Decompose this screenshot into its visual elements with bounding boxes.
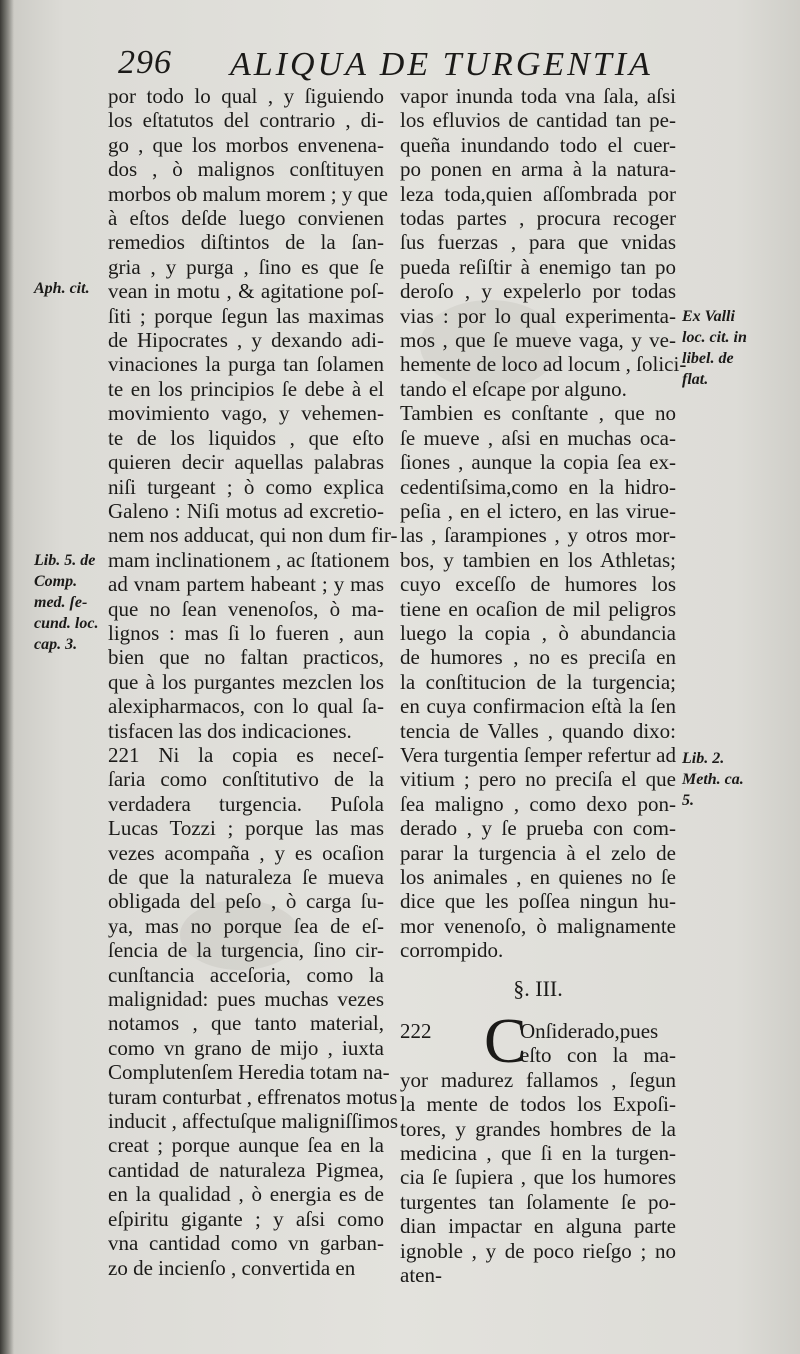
text-line: la mente de todos los Expoſi- — [400, 1092, 676, 1117]
paragraph-first-line-text: Onſiderado,pues — [520, 1019, 659, 1044]
text-line: derado , y ſe prueba con com- — [400, 816, 676, 841]
text-line: creat ; porque aunque ſea en la — [108, 1133, 384, 1158]
text-line: cia ſe ſupiera , que los humores — [400, 1165, 676, 1190]
text-line: yor madurez fallamos , ſegun — [400, 1067, 676, 1092]
text-line: tiene en ocaſion de mil peligros — [400, 596, 676, 621]
text-line: queña inundando todo el cuer- — [400, 132, 676, 157]
text-line: niſi turgeant ; ò como explica — [108, 474, 384, 499]
text-line: pueda reſiſtir à enemigo tan po — [400, 254, 676, 279]
text-line: eſpiritu gigante ; y aſsi como — [108, 1206, 384, 1231]
text-line: medicina , que ſi en la turgen- — [400, 1141, 676, 1166]
text-line: vezes acompaña , y es ocaſion — [108, 840, 384, 865]
margin-note-valli: Ex Valli loc. cit. in libel. de flat. — [682, 308, 747, 388]
text-line: obligada del peſo , ò carga ſu- — [108, 889, 384, 914]
text-line: los eſtatutos del contrario , di- — [108, 108, 384, 133]
margin-note-aph: Aph. cit. — [34, 280, 90, 297]
text-line: ſiones , aunque la copia ſea ex- — [400, 450, 676, 475]
text-line: te en los principios ſe debe à el — [108, 376, 384, 401]
text-line: ad vnam partem habeant ; y mas — [108, 572, 384, 597]
page-number: 296 — [118, 44, 172, 81]
text-line: Vera turgentia ſemper refertur ad — [400, 742, 676, 767]
drop-cap-letter: C — [484, 1005, 527, 1077]
text-line: cantidad de naturaleza Pigmea, — [108, 1157, 384, 1182]
text-line: vean in motu , & agitatione poſ- — [108, 279, 384, 304]
text-line: alexipharmacos, con lo qual ſa- — [108, 694, 384, 719]
text-line: 221 Ni la copia es neceſ- — [108, 742, 384, 767]
text-line: de humores , no es preciſa en — [400, 645, 676, 670]
text-line: po ponen en arma à la natura- — [400, 157, 676, 182]
text-line: ſiti ; porque ſegun las maximas — [108, 303, 384, 328]
text-line: Complutenſem Heredia totam na- — [108, 1060, 390, 1085]
text-line: dian impactar en alguna parte — [400, 1214, 676, 1239]
text-line: cunſtancia acceſoria, como la — [108, 962, 384, 987]
text-line: hemente de loco ad locum , ſolici- — [400, 352, 687, 377]
binding-shadow — [0, 0, 14, 1354]
text-line: verdadera turgencia. Puſola — [108, 791, 384, 816]
text-line: remedios diſtintos de la ſan- — [108, 230, 384, 255]
text-line: malignidad: pues muchas vezes — [108, 987, 384, 1012]
running-title: ALIQUA DE TURGENTIA — [230, 46, 653, 83]
right-text-column — [400, 84, 687, 1288]
text-line: à eſtos deſde luego convienen — [108, 206, 384, 231]
text-line: mor venenoſo, ò malignamente — [400, 913, 676, 938]
paragraph-number: 222 — [400, 1019, 432, 1044]
text-line: ignoble , y de poco rieſgo ; no — [400, 1238, 676, 1263]
text-line: las , ſarampiones , y otros mor- — [400, 523, 676, 548]
text-line: mos , que ſe mueve vaga, y ve- — [400, 328, 676, 353]
text-line: los efluvios de cantidad tan pe- — [400, 108, 676, 133]
text-line: cuyo exceſſo de humores los — [400, 572, 676, 597]
text-line: inducit , affectuſque maligniſſimos — [108, 1109, 399, 1134]
text-line: go , que los morbos envenena- — [108, 132, 384, 157]
text-line: vitium ; pero no preciſa el que — [400, 767, 676, 792]
text-line: tores, y grandes hombres de la — [400, 1116, 676, 1141]
text-line: te de los liquidos , que eſto — [108, 425, 384, 450]
text-line: vinaciones la purga tan ſolamen — [108, 352, 384, 377]
paragraph-first-line — [400, 1019, 676, 1043]
text-line: cedentiſsima,como en la hidro- — [400, 474, 676, 499]
left-text-column — [108, 84, 399, 1280]
text-line: zo de incienſo , convertida en — [108, 1255, 356, 1280]
section-heading: §. III. — [513, 975, 563, 1001]
text-line: ſaria como conſtitutivo de la — [108, 767, 384, 792]
text-line: gria , y purga , ſino es que ſe — [108, 254, 384, 279]
text-line: turgentes tan ſolamente ſe po- — [400, 1189, 676, 1214]
text-line: nem nos adducat, qui non dum fir- — [108, 523, 398, 548]
text-line: de Hipocrates , y dexando adi- — [108, 328, 384, 353]
text-line: quieren decir aquellas palabras — [108, 450, 384, 475]
text-line: lignos : mas ſi lo fueren , aun — [108, 620, 384, 645]
text-line: que à los purgantes mezclen los — [108, 669, 384, 694]
text-line: la conſtitucion de la turgencia; — [400, 669, 676, 694]
text-line: por todo lo qual , y ſiguiendo — [108, 84, 384, 108]
text-line: Tambien es conſtante , que no — [400, 401, 676, 426]
text-line: ſea maligno , como dexo pon- — [400, 791, 676, 816]
text-line: morbos ob malum morem ; y que — [108, 181, 388, 206]
text-line: ſencia de la turgencia, ſino cir- — [108, 938, 384, 963]
page-header — [118, 40, 653, 90]
text-line: Lucas Tozzi ; porque las mas — [108, 816, 384, 841]
text-line: como vn grano de mijo , iuxta — [108, 1035, 384, 1060]
text-line: turam conturbat , effrenatos motus — [108, 1084, 398, 1109]
text-line: tando el eſcape por alguno. — [400, 376, 627, 401]
text-line: vna cantidad como vn garban- — [108, 1231, 384, 1256]
text-line: parar la turgencia à el zelo de — [400, 840, 676, 865]
text-line: vapor inunda toda vna ſala, aſsi — [400, 84, 676, 108]
text-line: deroſo , y expelerlo por todas — [400, 279, 676, 304]
text-line: Galeno : Niſi motus ad excretio- — [108, 498, 384, 523]
text-line: movimiento vago, y vehemen- — [108, 401, 384, 426]
text-line: mam inclinationem , ac ſtationem — [108, 547, 390, 572]
text-line: de que la naturaleza ſe mueva — [108, 865, 384, 889]
text-line: leza toda,quien aſſombrada por — [400, 181, 676, 206]
text-line: dice que les poſſea ningun hu- — [400, 889, 676, 914]
text-line: dos , ò malignos conſtituyen — [108, 157, 384, 182]
text-line: luego la copia , ò abundancia — [400, 620, 676, 645]
text-line: los animales , en quienes no ſe — [400, 865, 676, 889]
text-line: tisfacen las dos indicaciones. — [108, 718, 352, 743]
text-line: bos, y tambien en los Athletas; — [400, 547, 676, 572]
right-column-text — [400, 84, 687, 963]
text-line: en cuya confirmacion eſtà la ſen — [400, 694, 676, 719]
text-line: ya, mas no porque ſea de eſ- — [108, 913, 384, 938]
text-line: vias : por lo qual experimenta- — [400, 303, 676, 328]
margin-note-valles: Lib. 2. Meth. ca. 5. — [682, 750, 744, 809]
text-line: ſe mueve , aſsi en muchas oca- — [400, 425, 676, 450]
paragraph-222 — [400, 1005, 676, 1288]
margin-note-galeno: Lib. 5. de Comp. med. ſe- cund. loc. cap. 3. — [34, 552, 99, 653]
text-line: peſia , en el ictero, en las virue- — [400, 498, 676, 523]
text-line: que no ſean venenoſos, ò ma- — [108, 596, 384, 621]
text-line: aten- — [400, 1263, 442, 1288]
text-line: en la qualidad , ò energia es de — [108, 1182, 384, 1207]
text-line: tencia de Valles , quando dixo: — [400, 718, 676, 743]
text-line: todas partes , procura recoger — [400, 206, 676, 231]
text-line: ſus fuerzas , para que vnidas — [400, 230, 676, 255]
text-line: bien que no faltan practicos, — [108, 645, 384, 670]
text-line: eſto con la ma- — [520, 1043, 676, 1068]
text-line: corrompido. — [400, 938, 504, 963]
text-line: notamos , que tanto material, — [108, 1011, 384, 1036]
